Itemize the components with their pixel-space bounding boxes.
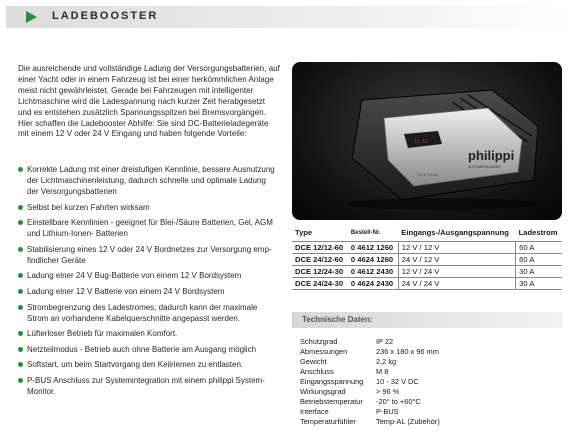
cell-voltage: 12 V / 12 V (398, 242, 515, 254)
feature-line: der Versorgungsbatterien (27, 187, 117, 196)
intro-line: Lichtmaschine wird die Ladespannung nach kurzer Zeit herabgesetzt (18, 96, 266, 106)
tech-key: Wirkungsgrad (300, 387, 346, 397)
tech-value: P-BUS (376, 407, 399, 417)
tech-value: 236 x 180 x 96 mm (376, 346, 439, 356)
feature-line: Monitor. (27, 386, 56, 396)
tech-row (300, 336, 562, 346)
product-label-strip: AUTOMATIKLADER (468, 165, 501, 169)
cell-order-number: 0 4612 2430 (348, 266, 398, 278)
col-header-type: Type (292, 224, 348, 242)
intro-line: meist nicht gewährleistet. Gerade bei Fahrzeugen mit intelligenter (18, 85, 254, 95)
tech-value: > 96 % (376, 387, 400, 397)
feature-item (18, 286, 280, 297)
table-row (292, 254, 562, 266)
tech-value: Temp-AL (Zubehör) (376, 417, 440, 427)
green-dot-icon (18, 347, 23, 352)
green-dot-icon (18, 378, 23, 383)
feature-item (18, 164, 280, 197)
tech-row (300, 356, 562, 366)
feature-item (18, 328, 280, 339)
tech-key: Interface (300, 407, 329, 417)
cell-order-number: 0 4624 2430 (348, 278, 398, 290)
cell-type: DCE 12/24-30 (292, 266, 348, 278)
feature-line: der Lichtmaschinenleistung, dadurch schnelle und optimale Ladung (27, 176, 266, 185)
display-readout: 12 13 (414, 140, 428, 145)
table-row (292, 278, 562, 290)
brand-logo: philippi (468, 148, 515, 163)
cell-current: 30 A (516, 266, 562, 278)
tech-key: Temperaturfühler (300, 417, 356, 427)
tech-key: Schutzgrad (300, 336, 338, 346)
cell-type: DCE 12/12-60 (292, 242, 348, 254)
intro-line: mit einem 12 V oder 24 V Eingang und haben folgende Vorteile: (18, 129, 247, 139)
feature-item (18, 359, 280, 370)
intro-line: einer Yacht oder in einem Fahrzeug ist bei einer herkömmlichen Anlage (18, 74, 274, 84)
tech-key: Anschluss (300, 366, 334, 376)
tech-row (300, 376, 562, 386)
feature-item (18, 302, 280, 324)
feature-line: Einstellbare Kennlinien - geeignet für Blei-/Säure Batterien, Gel, AGM (27, 218, 273, 228)
green-dot-icon (18, 220, 23, 225)
feature-line: Selbst bei kurzen Fahrten wirksam (27, 202, 150, 212)
green-dot-icon (18, 331, 23, 336)
cell-type: DCE 24/24-30 (292, 278, 348, 290)
cell-current: 60 A (516, 242, 562, 254)
feature-line: Korrekte Ladung mit einer dreistufigen Kennlinie, bessere Ausnutzung (27, 165, 275, 174)
tech-key: Betriebstemperatur (300, 397, 363, 407)
tech-value: M 8 (376, 366, 389, 376)
model-label: DCE 12-60 (418, 172, 438, 177)
tech-value: -20° to +60°C (376, 397, 421, 407)
play-triangle-icon (24, 10, 38, 24)
cell-voltage: 24 V / 12 V (398, 254, 515, 266)
feature-line: Strom an vorhandene Kabelquerschnitte angepasst werden. (27, 313, 241, 323)
cell-order-number: 0 4624 1260 (348, 254, 398, 266)
section-header (6, 6, 572, 28)
charger-illustration (292, 62, 562, 220)
table-row (292, 242, 562, 254)
green-dot-icon (18, 362, 23, 367)
cell-order-number: 0 4612 1260 (348, 242, 398, 254)
tech-row (300, 366, 562, 376)
tech-row (300, 386, 562, 396)
feature-item (18, 244, 280, 266)
feature-item (18, 270, 280, 281)
tech-data-table (300, 336, 562, 427)
feature-item (18, 375, 280, 397)
tech-key: Abmessungen (300, 346, 348, 356)
col-header-voltage: Eingangs-/Ausgangspannung (398, 224, 515, 242)
green-dot-icon (18, 205, 23, 210)
col-header-charge-current: Ladestrom (516, 224, 562, 242)
green-dot-icon (18, 167, 23, 172)
feature-line: Lüfterloser Betrieb für maximalen Komfort. (27, 329, 178, 339)
table-header-row (292, 224, 562, 242)
intro-text (18, 64, 280, 140)
section-title: LADEBOOSTER (52, 10, 159, 22)
product-image (292, 62, 562, 220)
intro-line: Hier schaffen die Ladebooster Abhilfe: Sie sind DC-Batterieladegeräte (18, 118, 269, 128)
green-dot-icon (18, 305, 23, 310)
green-dot-icon (18, 289, 23, 294)
intro-line: und es entstehen zusätzlich Spannungsspitzen bei Bremsvorgängen. (18, 107, 266, 117)
feature-item (18, 202, 280, 213)
tech-row (300, 417, 562, 427)
green-dot-icon (18, 273, 23, 278)
tech-data-header (292, 312, 562, 328)
feature-line: Stabilisierung eines 12 V oder 24 V Bordnetzes zur Versorgung emp- (27, 244, 272, 254)
col-header-order-number: Bestell-Nr. (348, 224, 398, 242)
feature-line: P-BUS Anschluss zur Systemintegration mit einem philippi System- (27, 375, 265, 385)
cell-current: 60 A (516, 254, 562, 266)
feature-line: Ladung einer 12 V Batterie von einem 24 V Bordsystem (27, 286, 225, 296)
cell-voltage: 12 V / 24 V (398, 266, 515, 278)
tech-value: 2,2 kg (376, 356, 397, 366)
tech-row (300, 346, 562, 356)
feature-line: Strombegrenzung des Ladestromes, dadurch kann der maximale (27, 302, 258, 312)
feature-line: und Lithium-Ionen- Batterien (27, 229, 128, 239)
feature-line: Ladung einer 24 V Bug-Batterie von einem 12 V Bordsystem (27, 271, 242, 281)
cell-voltage: 24 V / 24 V (398, 278, 515, 290)
intro-line: Die ausreichende und vollständige Ladung der Versorgungsbatterien, auf (18, 64, 280, 73)
feature-item (18, 344, 280, 355)
feature-list (18, 164, 280, 402)
feature-line: Softstart, um beim Startvorgang den Keilriemen zu entlasten. (27, 360, 244, 370)
tech-value: IP 22 (376, 336, 394, 346)
tech-key: Eingangsspannung (300, 376, 364, 386)
feature-line: findlicher Geräte (27, 255, 86, 265)
cell-current: 30 A (516, 278, 562, 290)
tech-row (300, 397, 562, 407)
tech-row (300, 407, 562, 417)
tech-data-title: Technische Daten: (302, 315, 373, 324)
feature-item (18, 217, 280, 239)
tech-value: 10 - 32 V DC (376, 376, 419, 386)
table-row (292, 266, 562, 278)
green-dot-icon (18, 247, 23, 252)
tech-key: Gewicht (300, 356, 327, 366)
type-table (292, 224, 562, 290)
cell-type: DCE 24/12-60 (292, 254, 348, 266)
feature-line: Netzteilmodus - Betrieb auch ohne Batterie am Ausgang möglich (27, 344, 257, 354)
